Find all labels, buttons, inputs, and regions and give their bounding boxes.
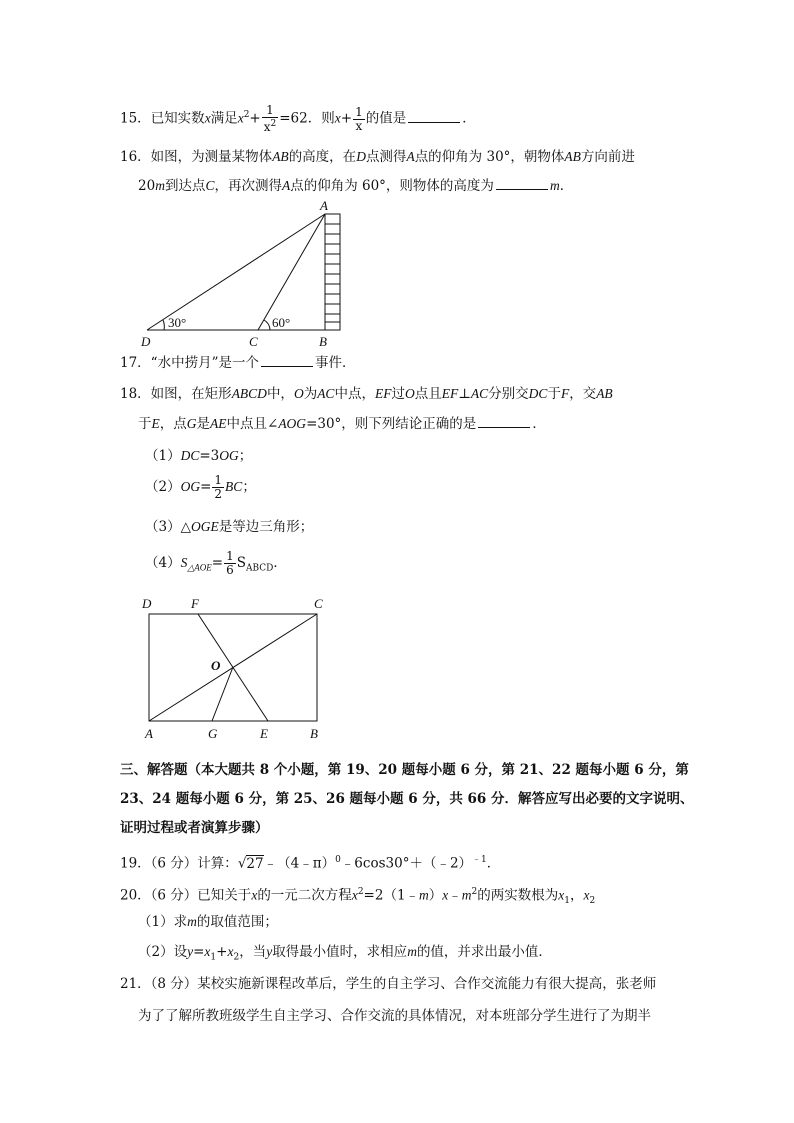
q18-text: 中，	[266, 386, 294, 402]
q15-var: x	[237, 110, 244, 126]
q20-text: （2）设	[138, 944, 188, 960]
q20-var: x	[442, 887, 449, 903]
q18-var: OGE	[190, 519, 219, 534]
section-3-heading-line-1: 三、解答题（本大题共 8 个小题，第 19、20 题每小题 6 分，第 21、22 题每小题 6 分，第	[120, 762, 689, 778]
q18-text: =30°，则下列结论正确的是	[306, 416, 477, 432]
fraction-sixth	[224, 550, 236, 577]
q18-text: 是等边三角形；	[218, 519, 314, 535]
q20-text: （1）求	[138, 914, 188, 930]
section-3-heading-line-2: 23、24 题每小题 6 分，第 25、26 题每小题 6 分，共 66 分．解答应写出必要的文字说明、	[120, 791, 694, 807]
q18-option-1	[145, 447, 252, 465]
q20-var: m	[407, 944, 417, 959]
label-e: E	[260, 726, 268, 741]
q19-exponent: 0	[335, 855, 341, 865]
q20-var: y	[187, 944, 194, 959]
q16-var: AB	[564, 149, 581, 164]
q20-part-1	[138, 913, 278, 931]
q19-text: ﹣6cos30°＋（﹣2）	[340, 855, 473, 872]
q20-var: x	[227, 944, 234, 959]
q20-var: x	[583, 887, 590, 903]
q20-text: ，当	[239, 944, 267, 960]
q18-var: AOG	[278, 416, 307, 431]
frac-num: 1	[214, 473, 223, 487]
q20-var: x	[204, 944, 211, 959]
label-b: B	[310, 726, 318, 741]
label-a: A	[145, 726, 153, 741]
q15-op: +	[249, 110, 261, 127]
q18-option-4	[145, 549, 287, 583]
label-c: C	[249, 334, 258, 349]
q20-subscript: 2	[589, 896, 596, 907]
q18-subscript: ABCD	[245, 563, 274, 574]
q18-op: ⊥	[458, 386, 471, 402]
q16-var: C	[205, 178, 215, 193]
q15-frac-den: x	[355, 118, 363, 133]
angle-arc-d	[163, 320, 164, 330]
option-number: （1）	[145, 448, 181, 464]
answer-blank[interactable]	[408, 110, 460, 123]
question-18-line-2	[138, 415, 546, 433]
q16-var: m	[155, 178, 165, 193]
section-3-heading-line-3: 证明过程或者演算步骤）	[120, 820, 269, 836]
q18-text: 点且	[414, 386, 442, 402]
angle-arc-c	[264, 320, 270, 330]
q15-fraction-2	[353, 106, 365, 133]
q18-var: OG	[180, 479, 201, 494]
q20-text: ，	[570, 887, 584, 904]
q16-var: A	[281, 178, 291, 193]
angle-label-60: 60°	[272, 315, 291, 330]
label-d: D	[142, 596, 152, 611]
q17-text: 17．“水中捞月”是一个	[120, 355, 259, 371]
q16-text: 16．如图，为测量某物体	[120, 149, 273, 165]
q20-subscript: 2	[233, 952, 240, 963]
sqrt-symbol: √	[237, 855, 247, 872]
q20-var: m	[419, 887, 429, 903]
q18-text: =3	[199, 448, 220, 464]
q16-text: 点的仰角为 60°，则物体的高度为	[290, 178, 494, 194]
q19-text: ．	[486, 855, 501, 872]
q18-var: AC	[317, 386, 335, 401]
option-number: （3）	[145, 519, 181, 535]
q18-text: ；	[242, 479, 256, 495]
q19-text: ﹣（4﹣π）	[263, 855, 336, 872]
answer-blank[interactable]	[478, 415, 530, 428]
q20-text: 的值，并求出最小值．	[416, 944, 552, 960]
q15-var: x	[204, 110, 211, 126]
option-number: （4）	[145, 555, 181, 571]
frac-den: 2	[214, 487, 223, 501]
q15-text: ．	[462, 110, 476, 127]
label-c: C	[314, 596, 323, 611]
q16-text: 方向前进	[580, 149, 635, 165]
question-17	[120, 354, 355, 372]
q18-text: ；	[238, 448, 253, 464]
q19-text: 19．（6 分）计算：	[120, 855, 238, 872]
line-da	[147, 214, 325, 330]
q18-text: 是	[196, 416, 210, 432]
q20-exponent: 2	[471, 887, 478, 897]
label-b: B	[319, 334, 327, 349]
q18-text: 过	[391, 386, 405, 402]
q18-text: ，点	[159, 416, 187, 432]
q16-text: 到达点	[164, 178, 206, 194]
frac-den: 6	[226, 563, 234, 577]
q20-var: x	[558, 887, 565, 903]
q15-fraction-1	[262, 104, 279, 134]
q18-var: O	[404, 386, 415, 401]
q20-text: ）	[428, 887, 443, 904]
q18-text: 中点且∠	[226, 416, 279, 432]
question-21-line-2: 为了了解所教班级学生自主学习、合作交流的具体情况，对本班部分学生进行了为期半	[138, 1008, 651, 1024]
frac-num: 1	[226, 549, 234, 563]
question-18-line-1	[120, 385, 613, 403]
q20-op: =	[193, 944, 205, 960]
q18-subscript: △AOE	[187, 562, 212, 573]
q16-var: A	[406, 149, 415, 164]
q16-text: ，再次测得	[214, 178, 282, 194]
q20-var: x	[351, 887, 358, 903]
q20-text: 的取值范围；	[196, 914, 278, 930]
radicand: 27	[246, 855, 264, 872]
line-og	[212, 667, 233, 721]
q20-var: y	[266, 944, 273, 959]
q20-var: m	[461, 887, 472, 903]
q15-text: 满足	[210, 110, 238, 127]
label-d: D	[141, 334, 151, 349]
object-ab	[325, 214, 340, 330]
q20-op: +	[216, 944, 228, 960]
q20-var: x	[251, 887, 258, 903]
q15-text: =62．则	[279, 110, 335, 127]
q15-frac-den	[262, 118, 279, 134]
label-g: G	[208, 726, 218, 741]
q18-text: 于	[547, 386, 561, 402]
q18-var: EF	[374, 386, 392, 401]
q18-op: =	[211, 555, 224, 571]
q18-var: OG	[219, 448, 239, 463]
q18-var: EF	[441, 386, 459, 401]
q16-text: 的高度，在	[288, 149, 357, 165]
option-number: （2）	[145, 479, 181, 495]
q18-var: S	[180, 555, 188, 570]
question-21-line-1: 21．（8 分）某校实施新课程改革后，学生的自主学习、合作交流能力有很大提高，张老师	[120, 976, 657, 992]
q18-op: =	[200, 479, 212, 495]
q20-text: 的两实数根为	[477, 887, 559, 904]
q18-var: E	[151, 416, 160, 431]
answer-blank[interactable]	[496, 177, 548, 190]
q15-frac-exp: 2	[270, 119, 277, 129]
q18-var: DC	[180, 448, 200, 463]
q18-var: ABCD	[231, 386, 267, 401]
q16-var: m	[549, 178, 560, 193]
label-o: O	[211, 658, 221, 673]
angle-label-30: 30°	[168, 315, 187, 330]
q15-var: x	[334, 110, 341, 126]
question-16-line-2	[138, 177, 573, 195]
fraction-half	[212, 474, 224, 501]
q20-exponent: 2	[357, 887, 364, 897]
question-16-line-1	[120, 148, 635, 166]
q15-frac-num: 1	[355, 104, 363, 119]
q15-exponent: 2	[243, 110, 250, 120]
q15-text: 已知实数	[150, 110, 205, 127]
q15-frac-num: 1	[262, 104, 279, 118]
q16-text: 20	[138, 178, 156, 194]
q15-op: +	[340, 110, 353, 127]
q18-text: 为	[303, 386, 318, 402]
q15-text: 的值是	[365, 110, 407, 127]
q20-text: 取得最小值时，求相应	[272, 944, 408, 960]
q15-number: 15．	[120, 110, 151, 127]
figure-18-rectangle-diagram	[136, 594, 336, 744]
q18-text: 于	[138, 416, 152, 432]
q18-var: AE	[210, 416, 227, 431]
q18-var: AB	[596, 386, 613, 401]
triangle-symbol: △	[180, 519, 191, 535]
question-19	[120, 851, 500, 873]
q17-text: 事件．	[314, 355, 356, 371]
q20-text: =2（1﹣	[363, 887, 420, 904]
q18-text: 18．如图，在矩形	[120, 386, 232, 402]
q16-var: D	[356, 149, 366, 164]
q20-part-2	[138, 943, 552, 967]
question-15	[120, 104, 476, 134]
q18-var: DC	[528, 386, 548, 401]
q18-var: S	[236, 555, 246, 571]
q20-text: 20．（6 分）已知关于	[120, 887, 252, 904]
answer-blank[interactable]	[261, 354, 313, 367]
label-f: F	[191, 596, 199, 611]
q20-subscript: 1	[564, 896, 571, 907]
q20-subscript: 1	[210, 952, 217, 963]
q18-var: BC	[225, 479, 243, 494]
q20-text: 的一元二次方程	[257, 887, 352, 904]
q19-exponent: ﹣1	[472, 855, 487, 865]
line-ca	[258, 214, 325, 330]
q18-option-3	[145, 518, 313, 536]
q18-option-2	[145, 473, 256, 501]
q20-text: ﹣	[448, 887, 462, 904]
q16-var: AB	[272, 149, 289, 164]
q18-var: AC	[470, 386, 489, 401]
q18-text: ．	[532, 416, 546, 432]
object-ab-hatching	[325, 224, 340, 322]
q16-text: 点的仰角为 30°，朝物体	[414, 149, 565, 165]
q18-text: 分别交	[488, 386, 529, 402]
figure-16-elevation-diagram	[130, 196, 360, 351]
q15-frac-den-var: x	[263, 120, 271, 134]
q18-var: F	[560, 386, 570, 401]
q18-text: ，交	[569, 386, 597, 402]
q18-text: 中点，	[334, 386, 375, 402]
q16-text: 点测得	[365, 149, 407, 165]
question-20	[120, 883, 595, 910]
q18-text: ．	[273, 555, 287, 571]
q18-var: O	[293, 386, 304, 401]
q18-var: G	[186, 416, 197, 431]
q16-text: ．	[559, 178, 574, 194]
q20-var: m	[187, 914, 197, 929]
label-a: A	[320, 198, 328, 213]
